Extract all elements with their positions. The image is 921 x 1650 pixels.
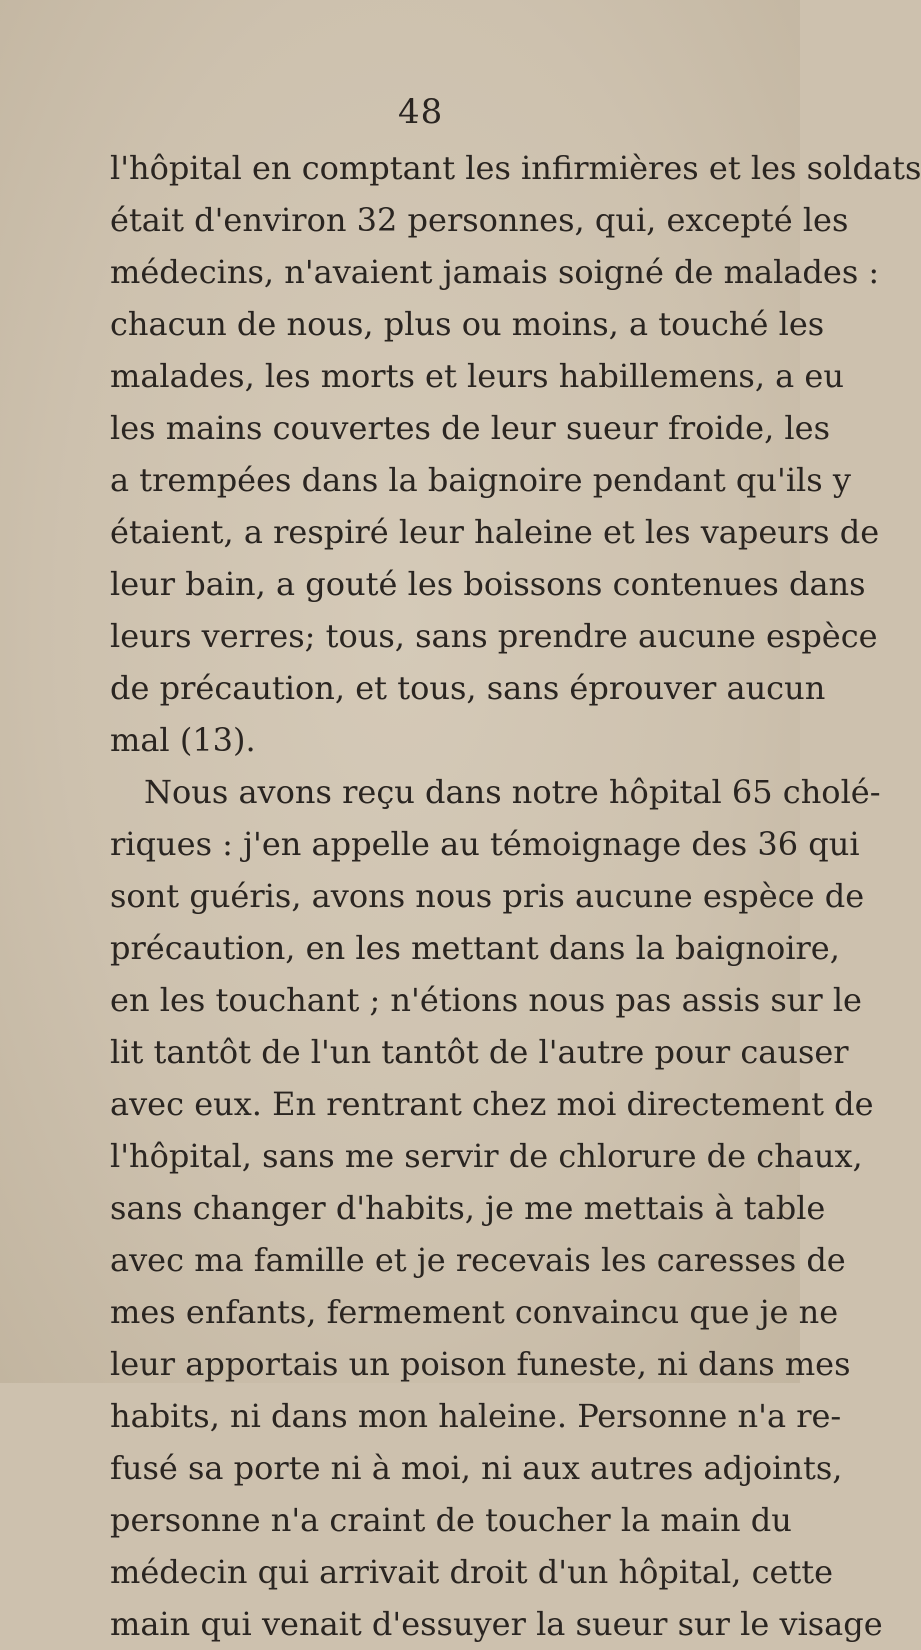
text-line: chacun de nous, plus ou moins, a touché les xyxy=(110,305,825,343)
text-line: l'hôpital, sans me servir de chlorure de chaux, xyxy=(110,1137,863,1175)
text-line: sont guéris, avons nous pris aucune espèce de xyxy=(110,877,865,915)
text-line: mes enfants, fermement convaincu que je ne xyxy=(110,1293,839,1331)
text-line: médecins, n'avaient jamais soigné de malades : xyxy=(110,253,880,291)
text-line: l'hôpital en comptant les infirmières et les soldats xyxy=(110,149,921,187)
text-line: avec eux. En rentrant chez moi directement de xyxy=(110,1085,874,1123)
text-line: de précaution, et tous, sans éprouver aucun xyxy=(110,669,826,707)
text-line: a trempées dans la baignoire pendant qu'ils y xyxy=(110,461,851,499)
text-line: main qui venait d'essuyer la sueur sur le visage xyxy=(110,1605,883,1643)
text-line: leurs verres; tous, sans prendre aucune espèce xyxy=(110,617,878,655)
text-line: habits, ni dans mon haleine. Personne n'a re- xyxy=(110,1397,842,1435)
text-line: personne n'a craint de toucher la main du xyxy=(110,1501,792,1539)
text-line: étaient, a respiré leur haleine et les vapeurs de xyxy=(110,513,880,551)
text-line: riques : j'en appelle au témoignage des 36 qui xyxy=(110,825,860,863)
text-line: lit tantôt de l'un tantôt de l'autre pour causer xyxy=(110,1033,849,1071)
text-line: fusé sa porte ni à moi, ni aux autres adjoints, xyxy=(110,1449,843,1487)
text-line: précaution, en les mettant dans la baignoire, xyxy=(110,929,840,967)
text-line: malades, les morts et leurs habillemens, a eu xyxy=(110,357,844,395)
text-line: sans changer d'habits, je me mettais à table xyxy=(110,1189,826,1227)
text-line: leur bain, a gouté les boissons contenues dans xyxy=(110,565,866,603)
text-line: leur apportais un poison funeste, ni dans mes xyxy=(110,1345,851,1383)
paragraph-start-line: Nous avons reçu dans notre hôpital 65 cholé- xyxy=(144,773,881,811)
text-line: les mains couvertes de leur sueur froide, les xyxy=(110,409,831,447)
text-line: était d'environ 32 personnes, qui, excepté les xyxy=(110,201,849,239)
text-line: en les touchant ; n'étions nous pas assis sur le xyxy=(110,981,862,1019)
body-text xyxy=(110,142,921,1650)
text-line: médecin qui arrivait droit d'un hôpital, cette xyxy=(110,1553,834,1591)
text-line: avec ma famille et je recevais les caresses de xyxy=(110,1241,846,1279)
page-number: 48 xyxy=(398,92,444,132)
paragraph-end-line: mal (13). xyxy=(110,721,256,759)
